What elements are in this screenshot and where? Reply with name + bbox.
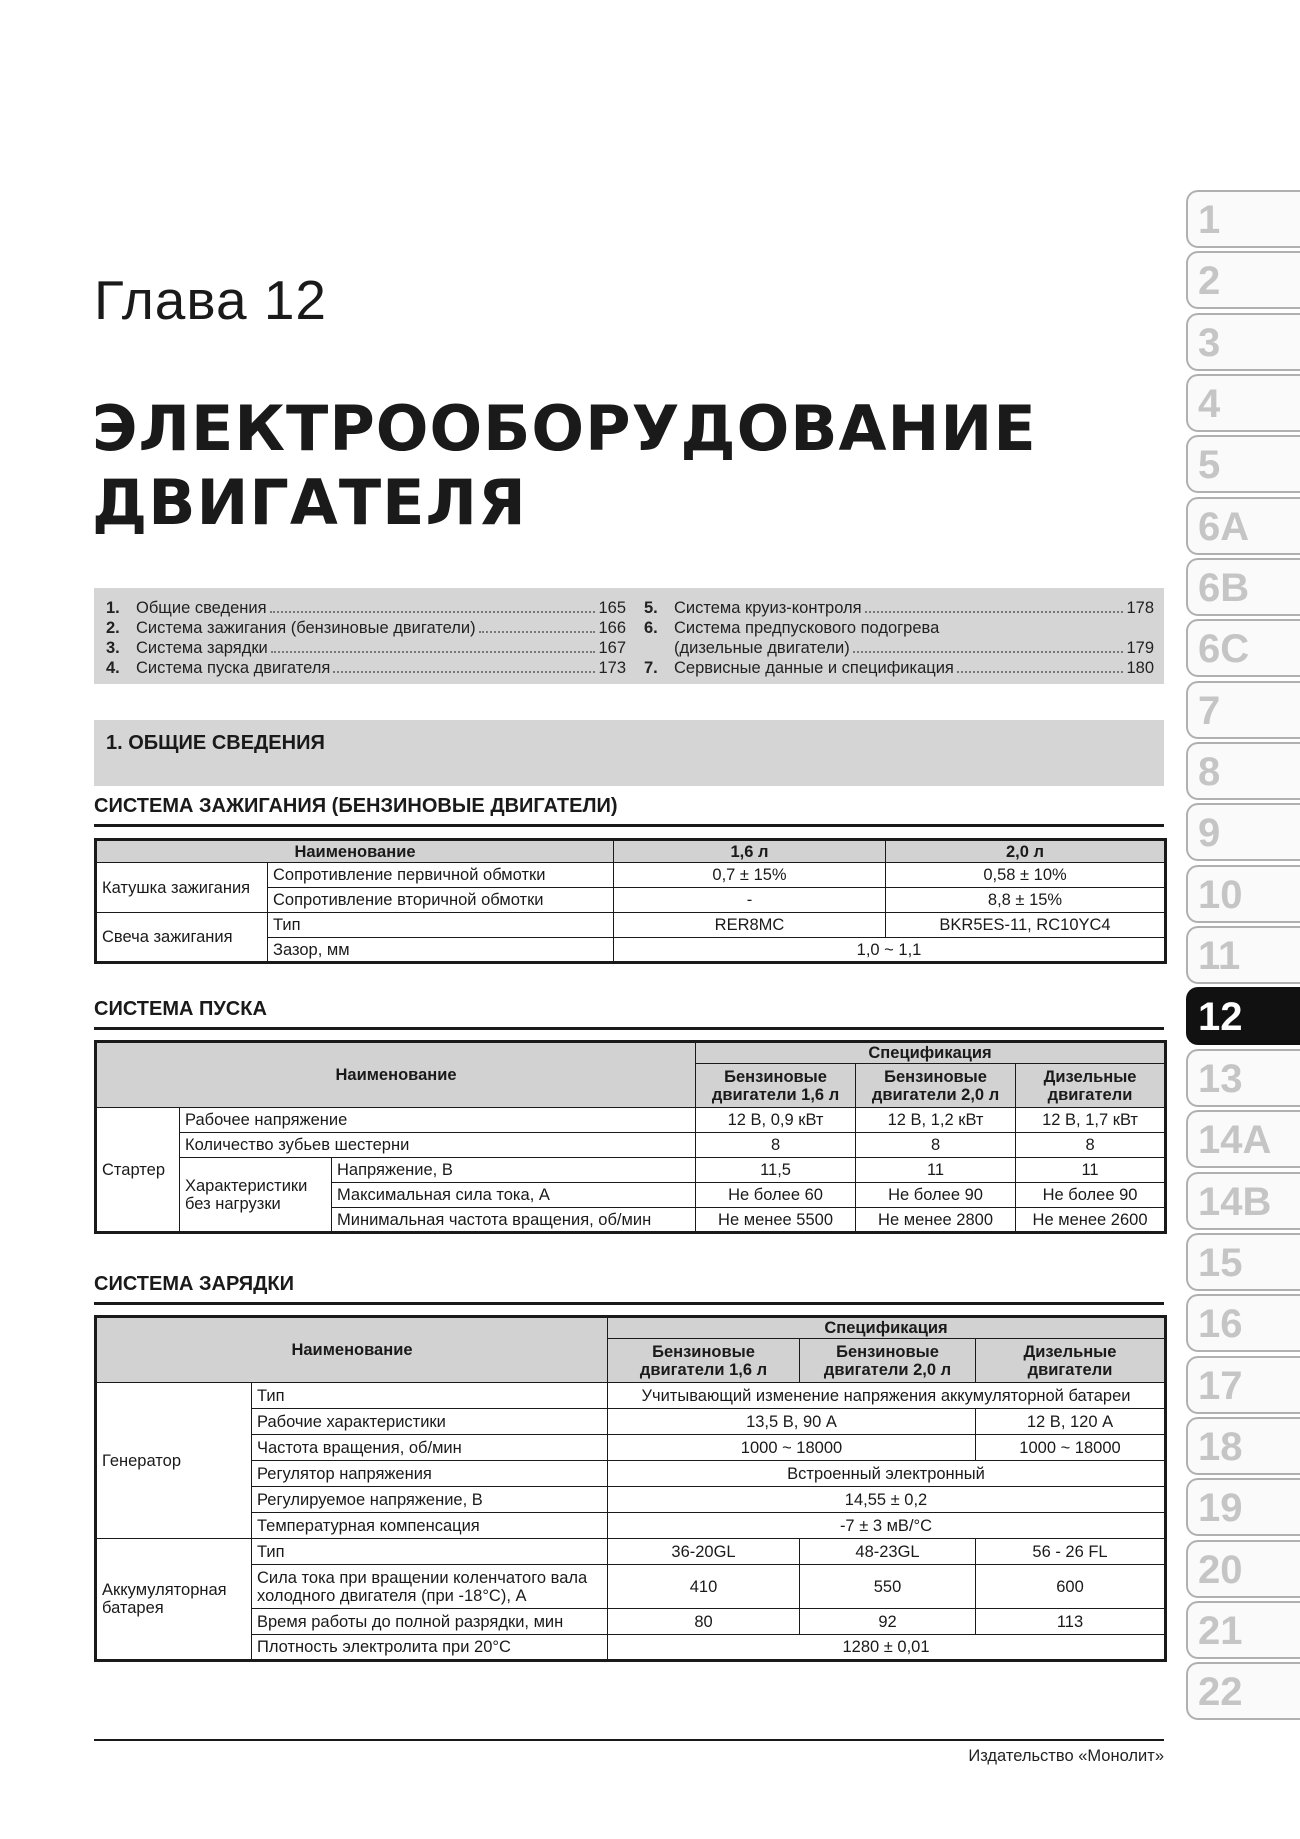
chapter-tab-label: 2 <box>1198 259 1221 304</box>
header-b16: Бензиновые двигатели 1,6 л <box>696 1064 856 1108</box>
toc-page: 178 <box>1126 599 1154 617</box>
table-cell: 11,5 <box>696 1158 856 1183</box>
chapter-tab[interactable] <box>1186 1662 1300 1720</box>
table-cell: 600 <box>976 1565 1166 1609</box>
chapter-label: Глава 12 <box>94 269 328 331</box>
table-cell: Тип <box>252 1539 608 1565</box>
chapter-tab[interactable] <box>1186 374 1300 432</box>
toc-page: 173 <box>598 659 626 677</box>
table-cell: 1000 ~ 18000 <box>608 1435 976 1461</box>
header-spec: Спецификация <box>696 1042 1166 1064</box>
chapter-tab-label: 9 <box>1198 811 1221 856</box>
table-cell: Встроенный электронный <box>608 1461 1166 1487</box>
toc-item[interactable] <box>106 638 626 658</box>
chapter-tab-label: 22 <box>1198 1670 1243 1715</box>
table-cell: 12 В, 1,7 кВт <box>1016 1108 1166 1133</box>
table-cell: 113 <box>976 1609 1166 1635</box>
table-cell: Сопротивление вторичной обмотки <box>268 888 614 913</box>
charge-heading: СИСТЕМА ЗАРЯДКИ <box>94 1273 1164 1305</box>
toc-item[interactable] <box>106 618 626 638</box>
table-cell: Зазор, мм <box>268 938 614 963</box>
table-cell: Минимальная частота вращения, об/мин <box>332 1208 696 1233</box>
chapter-tab-label: 20 <box>1198 1547 1243 1592</box>
toc-item[interactable] <box>106 658 626 678</box>
table-cell: Время работы до полной разрядки, мин <box>252 1609 608 1635</box>
header-16: 1,6 л <box>614 840 886 863</box>
table-cell: 1000 ~ 18000 <box>976 1435 1166 1461</box>
chapter-tab-label: 7 <box>1198 688 1221 733</box>
chapter-tab[interactable] <box>1186 742 1300 800</box>
table-cell: 8 <box>696 1133 856 1158</box>
start-heading: СИСТЕМА ПУСКА <box>94 998 1164 1030</box>
chapter-tab-label: 17 <box>1198 1363 1243 1408</box>
toc-page: 165 <box>598 599 626 617</box>
toc-leader <box>479 631 596 633</box>
toc-page: 179 <box>1126 639 1154 657</box>
toc-label: Общие сведения <box>136 599 267 617</box>
footer-divider <box>94 1739 1164 1741</box>
chapter-tab[interactable] <box>1186 1540 1300 1598</box>
table-cell: 12 В, 120 А <box>976 1409 1166 1435</box>
table-cell: Не менее 5500 <box>696 1208 856 1233</box>
table-cell: 14,55 ± 0,2 <box>608 1487 1166 1513</box>
table-cell: 1,0 ~ 1,1 <box>614 938 1166 963</box>
table-cell: Температурная компенсация <box>252 1513 608 1539</box>
table-cell: Частота вращения, об/мин <box>252 1435 608 1461</box>
header-diesel: Дизельные двигатели <box>976 1339 1166 1383</box>
table-cell: Не менее 2600 <box>1016 1208 1166 1233</box>
chapter-tab-label: 1 <box>1198 198 1221 242</box>
table-cell: 12 В, 0,9 кВт <box>696 1108 856 1133</box>
header-spec: Спецификация <box>608 1317 1166 1339</box>
header-diesel: Дизельные двигатели <box>1016 1064 1166 1108</box>
table-cell: - <box>614 888 886 913</box>
toc-num: 6. <box>644 619 658 637</box>
chapter-tab-label: 21 <box>1198 1608 1243 1653</box>
toc-label: Система пуска двигателя <box>136 659 331 677</box>
chapter-tab-label: 6C <box>1198 627 1250 672</box>
table-cell: 48-23GL <box>800 1539 976 1565</box>
toc-item[interactable] <box>644 618 1154 638</box>
table-cell: 0,58 ± 10% <box>886 863 1166 888</box>
table-cell: Максимальная сила тока, А <box>332 1183 696 1208</box>
table-cell: 56 - 26 FL <box>976 1539 1166 1565</box>
start-table <box>94 1040 1167 1234</box>
coil-label: Катушка зажигания <box>96 863 268 913</box>
chapter-tab[interactable] <box>1186 497 1300 555</box>
chapter-tab[interactable] <box>1186 1294 1300 1352</box>
table-of-contents <box>94 588 1164 684</box>
chapter-tab[interactable] <box>1186 1233 1300 1291</box>
toc-page: 167 <box>598 639 626 657</box>
toc-leader <box>865 611 1124 613</box>
noload-label: Характеристики без нагрузки <box>180 1158 332 1233</box>
table-cell: Учитывающий изменение напряжения аккумуляторной батареи <box>608 1383 1166 1409</box>
title-line-2: ДВИГАТЕЛЯ <box>92 466 527 539</box>
header-b16: Бензиновые двигатели 1,6 л <box>608 1339 800 1383</box>
toc-label: Система круиз-контроля <box>674 599 862 617</box>
toc-item[interactable] <box>106 598 626 618</box>
chapter-tab[interactable] <box>1186 190 1300 248</box>
table-cell: 11 <box>1016 1158 1166 1183</box>
section-banner <box>94 720 1164 786</box>
chapter-tab-label: 15 <box>1198 1240 1243 1285</box>
chapter-tab-label: 19 <box>1198 1486 1243 1531</box>
table-cell: Тип <box>252 1383 608 1409</box>
toc-num: 7. <box>644 659 658 677</box>
toc-label: Сервисные данные и спецификация <box>674 659 954 677</box>
starter-label: Стартер <box>96 1108 180 1233</box>
plug-label: Свеча зажигания <box>96 913 268 963</box>
table-cell: 8 <box>1016 1133 1166 1158</box>
chapter-tab-label: 3 <box>1198 320 1221 365</box>
chapter-tab-label: 5 <box>1198 443 1221 488</box>
toc-page: 180 <box>1126 659 1154 677</box>
toc-item[interactable] <box>644 598 1154 618</box>
chapter-tab[interactable] <box>1186 251 1300 309</box>
chapter-tab-label: 6B <box>1198 566 1250 611</box>
toc-right-column <box>644 598 1154 678</box>
charge-table <box>94 1315 1167 1662</box>
table-cell: Тип <box>268 913 614 938</box>
toc-leader <box>957 671 1124 673</box>
chapter-tab-label: 14B <box>1198 1179 1272 1224</box>
chapter-tab-label: 11 <box>1198 934 1241 979</box>
table-cell: RER8MC <box>614 913 886 938</box>
chapter-tab[interactable] <box>1186 987 1300 1045</box>
table-cell: Не более 60 <box>696 1183 856 1208</box>
table-cell: 12 В, 1,2 кВт <box>856 1108 1016 1133</box>
chapter-tab[interactable] <box>1186 1356 1300 1414</box>
chapter-tabs <box>1186 190 1300 1724</box>
table-cell: 550 <box>800 1565 976 1609</box>
table-cell: Не более 90 <box>856 1183 1016 1208</box>
table-cell: Рабочее напряжение <box>180 1108 696 1133</box>
toc-num: 2. <box>106 619 120 637</box>
chapter-tab[interactable] <box>1186 1478 1300 1536</box>
chapter-tab[interactable] <box>1186 926 1300 984</box>
table-cell: Сопротивление первичной обмотки <box>268 863 614 888</box>
table-cell: 8 <box>856 1133 1016 1158</box>
table-cell: Регулятор напряжения <box>252 1461 608 1487</box>
table-cell: 1280 ± 0,01 <box>608 1635 1166 1661</box>
toc-item[interactable] <box>644 658 1154 678</box>
table-cell: Не менее 2800 <box>856 1208 1016 1233</box>
chapter-tab-label: 8 <box>1198 750 1221 795</box>
chapter-tab[interactable] <box>1186 1601 1300 1659</box>
section-title: 1. ОБЩИЕ СВЕДЕНИЯ <box>106 732 325 754</box>
header-name: Наименование <box>96 1317 608 1383</box>
chapter-tab[interactable] <box>1186 619 1300 677</box>
toc-num: 1. <box>106 599 120 617</box>
header-name: Наименование <box>96 1042 696 1108</box>
chapter-tab[interactable] <box>1186 1417 1300 1475</box>
toc-leader <box>853 651 1124 653</box>
chapter-tab[interactable] <box>1186 1049 1300 1107</box>
chapter-tab[interactable] <box>1186 1110 1300 1168</box>
chapter-tab[interactable] <box>1186 865 1300 923</box>
chapter-tab-label: 18 <box>1198 1424 1243 1469</box>
chapter-tab[interactable] <box>1186 681 1300 739</box>
table-cell: 36-20GL <box>608 1539 800 1565</box>
table-cell: 0,7 ± 15% <box>614 863 886 888</box>
toc-label: Система зарядки <box>136 639 268 657</box>
chapter-tab[interactable] <box>1186 558 1300 616</box>
toc-page: 166 <box>598 619 626 637</box>
chapter-tab-label: 6A <box>1198 504 1250 549</box>
toc-leader <box>271 651 596 653</box>
chapter-tab-label: 14A <box>1198 1118 1272 1163</box>
table-cell: BKR5ES-11, RC10YC4 <box>886 913 1166 938</box>
table-cell: 11 <box>856 1158 1016 1183</box>
header-name: Наименование <box>96 840 614 863</box>
table-cell: Напряжение, В <box>332 1158 696 1183</box>
table-cell: Регулируемое напряжение, В <box>252 1487 608 1513</box>
table-cell: Плотность электролита при 20°С <box>252 1635 608 1661</box>
chapter-tab[interactable] <box>1186 1172 1300 1230</box>
header-b20: Бензиновые двигатели 2,0 л <box>800 1339 976 1383</box>
table-cell: Сила тока при вращении коленчатого вала холодного двигателя (при -18°С), А <box>252 1565 608 1609</box>
toc-num: 3. <box>106 639 120 657</box>
chapter-tab-label: 13 <box>1198 1056 1243 1101</box>
battery-label: Аккумуляторная батарея <box>96 1539 252 1661</box>
table-cell: Рабочие характеристики <box>252 1409 608 1435</box>
toc-left-column <box>106 598 626 678</box>
toc-num: 5. <box>644 599 658 617</box>
chapter-tab[interactable] <box>1186 313 1300 371</box>
toc-item-continued[interactable] <box>644 638 1154 658</box>
toc-label: (дизельные двигатели) <box>674 639 850 657</box>
chapter-tab-label: 16 <box>1198 1302 1243 1347</box>
table-cell: 13,5 В, 90 А <box>608 1409 976 1435</box>
chapter-tab[interactable] <box>1186 803 1300 861</box>
chapter-tab-label: 4 <box>1198 382 1221 427</box>
page-title <box>92 392 1052 540</box>
chapter-tab[interactable] <box>1186 435 1300 493</box>
header-20: 2,0 л <box>886 840 1166 863</box>
table-cell: Не более 90 <box>1016 1183 1166 1208</box>
table-cell: Количество зубьев шестерни <box>180 1133 696 1158</box>
ignition-heading: СИСТЕМА ЗАЖИГАНИЯ (БЕНЗИНОВЫЕ ДВИГАТЕЛИ) <box>94 795 1164 827</box>
chapter-tab-label: 12 <box>1198 995 1243 1040</box>
header-b20: Бензиновые двигатели 2,0 л <box>856 1064 1016 1108</box>
toc-label: Система зажигания (бензиновые двигатели) <box>136 619 476 637</box>
ignition-table <box>94 838 1167 964</box>
title-line-1: ЭЛЕКТРООБОРУДОВАНИЕ <box>92 392 1037 465</box>
generator-label: Генератор <box>96 1383 252 1539</box>
table-cell: -7 ± 3 мВ/°С <box>608 1513 1166 1539</box>
chapter-tab-label: 10 <box>1198 872 1243 917</box>
toc-leader <box>333 671 595 673</box>
table-cell: 92 <box>800 1609 976 1635</box>
toc-label: Система предпускового подогрева <box>674 619 940 637</box>
table-cell: 80 <box>608 1609 800 1635</box>
table-cell: 410 <box>608 1565 800 1609</box>
publisher: Издательство «Монолит» <box>968 1747 1164 1765</box>
table-cell: 8,8 ± 15% <box>886 888 1166 913</box>
toc-leader <box>270 611 596 613</box>
toc-num: 4. <box>106 659 120 677</box>
